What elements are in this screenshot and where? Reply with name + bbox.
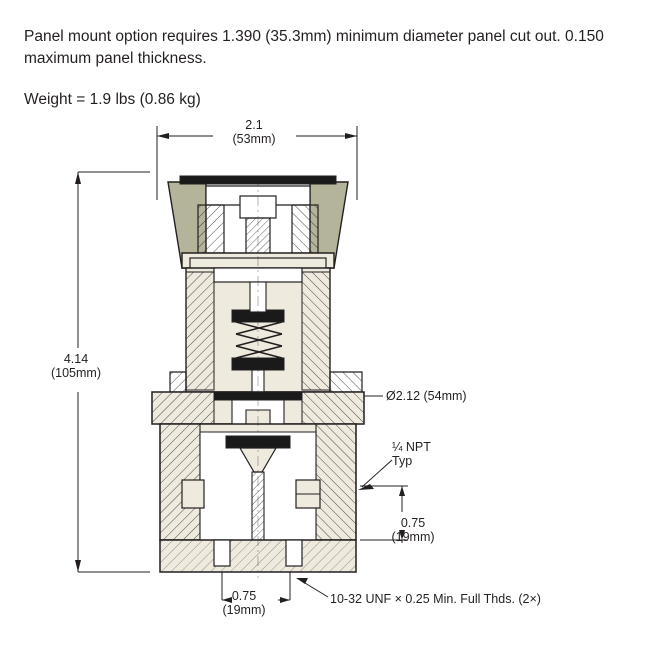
dimension-port-height-metric: (19mm) [391,530,435,544]
dimension-bolt-spacing-value: 0.75 [231,589,257,603]
callout-npt [392,440,431,468]
callout-npt-line2: Typ [392,454,413,468]
callout-npt-line1: ¼ NPT [392,440,431,454]
dimension-port-height-value: 0.75 [400,516,426,530]
spring-chamber [170,268,362,392]
weight-note: Weight = 1.9 lbs (0.86 kg) [24,91,201,108]
callout-thread: 10-32 UNF × 0.25 Min. Full Thds. (2×) [330,592,541,606]
dimension-height-overall-metric: (105mm) [50,366,101,380]
callout-diameter: Ø2.12 (54mm) [386,389,467,403]
dimension-width-top-value: 2.1 [245,118,263,132]
panel-mount-note: Panel mount option requires 1.390 (35.3mm) minimum diameter panel cut out. 0.150 maximum panel thickness. [24,28,604,67]
dimension-width-top-metric: (53mm) [232,132,276,146]
dimension-bolt-spacing-metric: (19mm) [222,603,266,617]
dimension-height-overall [40,352,112,380]
dimension-port-height [378,516,448,544]
dimension-bolt-spacing [206,589,282,617]
dimension-height-overall-value: 4.14 [63,352,89,366]
dimension-width-top [214,118,294,146]
